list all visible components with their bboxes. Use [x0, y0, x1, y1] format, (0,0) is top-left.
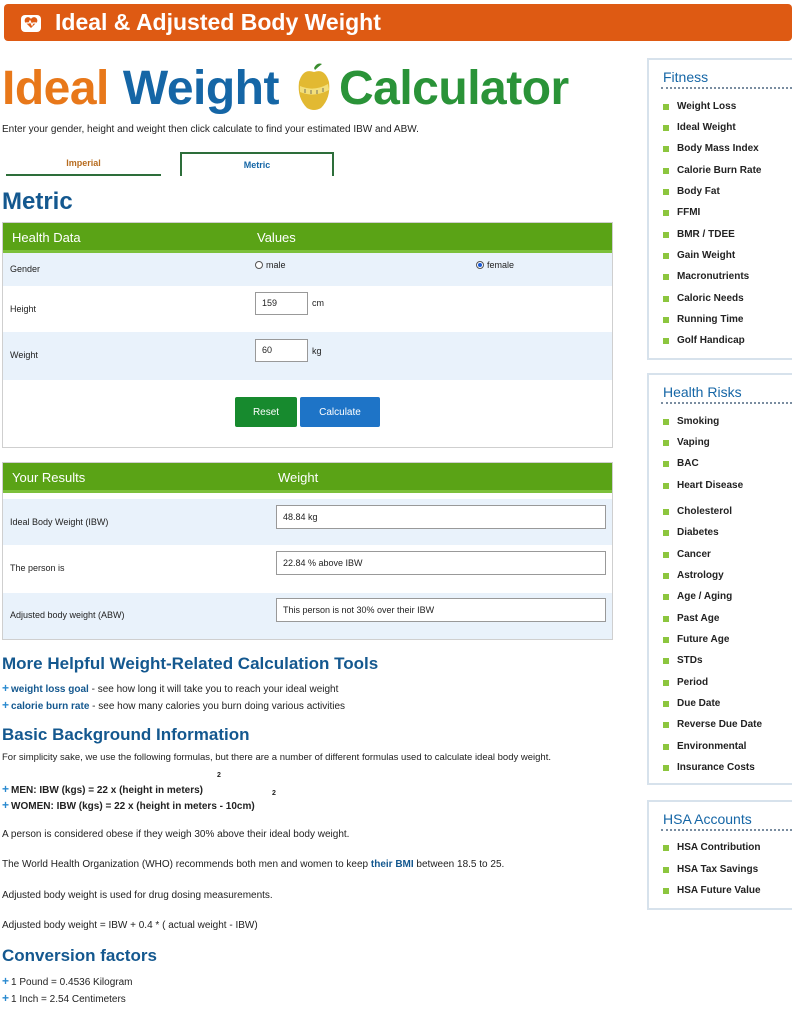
- intro-text: Enter your gender, height and weight then click calculate to find your estimated IBW and ABW.: [2, 124, 419, 135]
- calculate-button[interactable]: Calculate: [300, 397, 380, 427]
- health-data-form: [2, 222, 613, 448]
- bullet-icon: [663, 125, 669, 131]
- weight-input[interactable]: 60: [255, 339, 308, 362]
- bullet-icon: [663, 274, 669, 280]
- calculator-logo: [2, 58, 622, 118]
- section-title: Metric: [2, 188, 73, 215]
- sidebar-health-risks: [647, 373, 792, 785]
- scale-heart-icon: [19, 11, 43, 35]
- bullet-icon: [663, 594, 669, 600]
- ibw-output: 48.84 kg: [276, 505, 606, 529]
- sidebar-item-hsa-tax-savings[interactable]: [663, 864, 758, 875]
- bullet-icon: [663, 744, 669, 750]
- sidebar-item-running-time[interactable]: [663, 314, 743, 325]
- bullet-icon: [663, 509, 669, 515]
- tool-description: - see how long it will take you to reach your ideal weight: [88, 684, 339, 695]
- plus-icon: +: [2, 798, 10, 812]
- women-exponent: 2: [272, 790, 276, 797]
- weight-unit: kg: [312, 346, 322, 356]
- sidebar-item-diabetes[interactable]: [663, 527, 719, 538]
- sidebar-item-past-age[interactable]: [663, 613, 719, 624]
- sidebar-item-insurance-costs[interactable]: [663, 762, 755, 773]
- sidebar-item-smoking[interactable]: [663, 416, 719, 427]
- sidebar-item-label: HSA Future Value: [677, 885, 761, 896]
- conversion-text: 1 Pound = 0.4536 Kilogram: [11, 977, 133, 988]
- bullet-icon: [663, 888, 669, 894]
- tool-item: [2, 698, 345, 712]
- plus-icon: +: [2, 974, 10, 988]
- bullet-icon: [663, 317, 669, 323]
- abw-formula-text: Adjusted body weight = IBW + 0.4 * ( actual weight - IBW): [2, 920, 258, 931]
- bullet-icon: [663, 483, 669, 489]
- header-banner: [4, 4, 792, 41]
- sidebar-item-label: Astrology: [677, 570, 724, 581]
- bullet-icon: [663, 552, 669, 558]
- female-label: female: [487, 260, 515, 270]
- sidebar-item-reverse-due-date[interactable]: [663, 719, 762, 730]
- header-title: Ideal & Adjusted Body Weight: [55, 9, 381, 35]
- conversion-text: 1 Inch = 2.54 Centimeters: [11, 994, 126, 1005]
- gender-label: Gender: [10, 264, 41, 274]
- plus-icon: +: [2, 782, 10, 796]
- bullet-icon: [663, 210, 669, 216]
- sidebar-item-due-date[interactable]: [663, 698, 720, 709]
- reset-button[interactable]: Reset: [235, 397, 297, 427]
- sidebar-hsa-accounts: [647, 800, 792, 910]
- sidebar-item-label: Heart Disease: [677, 480, 744, 491]
- ibw-label: Ideal Body Weight (IBW): [10, 517, 109, 527]
- sidebar-item-label: Past Age: [677, 613, 720, 624]
- results-panel: [2, 462, 613, 640]
- height-label: Height: [10, 304, 37, 314]
- person-label: The person is: [10, 563, 65, 573]
- weight-label: Weight: [10, 350, 38, 360]
- conversion-title: Conversion factors: [2, 946, 157, 965]
- sidebar-item-caloric-needs[interactable]: [663, 293, 744, 304]
- abw-label: Adjusted body weight (ABW): [10, 610, 125, 620]
- plus-icon: +: [2, 681, 10, 695]
- sidebar-item-label: Period: [677, 677, 709, 688]
- bullet-icon: [663, 296, 669, 302]
- bullet-icon: [663, 616, 669, 622]
- bullet-icon: [663, 867, 669, 873]
- sidebar-item-future-age[interactable]: [663, 634, 729, 645]
- bullet-icon: [663, 637, 669, 643]
- sidebar-item-label: Caloric Needs: [677, 293, 744, 304]
- sidebar-item-label: Weight Loss: [677, 101, 737, 112]
- sidebar-item-label: Smoking: [677, 416, 720, 427]
- sidebar-item-label: Reverse Due Date: [677, 719, 763, 730]
- bullet-icon: [663, 658, 669, 664]
- person-output: 22.84 % above IBW: [276, 551, 606, 575]
- sidebar-item-label: Due Date: [677, 698, 721, 709]
- results-header: [3, 463, 612, 493]
- background-intro: For simplicity sake, we use the following formulas, but there are a number of different formulas used to calculate ideal body weight.: [2, 752, 551, 763]
- calorie-burn-rate-link[interactable]: calorie burn rate: [11, 701, 90, 712]
- who-text-after: between 18.5 to 25.: [413, 859, 505, 870]
- tool-item: [2, 681, 338, 695]
- sidebar-item-label: Gain Weight: [677, 250, 736, 261]
- men-exponent: 2: [217, 772, 221, 779]
- sidebar-item-label: Insurance Costs: [677, 762, 755, 773]
- weight-row: [3, 332, 612, 380]
- sidebar-item-label: Vaping: [677, 437, 710, 448]
- female-radio[interactable]: [476, 260, 514, 270]
- logo-word-calculator: Calculator: [338, 61, 569, 115]
- bullet-icon: [663, 232, 669, 238]
- plus-icon: +: [2, 698, 10, 712]
- bullet-icon: [663, 338, 669, 344]
- sidebar-item-label: FFMI: [677, 207, 701, 218]
- logo-word-ideal: Ideal: [2, 61, 109, 115]
- men-formula: [2, 782, 203, 796]
- who-text: [2, 859, 504, 870]
- sidebar-item-label: Golf Handicap: [677, 335, 745, 346]
- sidebar-item-astrology[interactable]: [663, 570, 724, 581]
- sidebar-item-heart-disease[interactable]: [663, 480, 743, 491]
- tab-metric[interactable]: Metric: [180, 152, 334, 176]
- header-health-data: Health Data: [12, 230, 81, 245]
- apple-tape-measure-icon: [295, 62, 333, 114]
- bullet-icon: [663, 146, 669, 152]
- header-weight: Weight: [278, 470, 319, 485]
- obese-text: A person is considered obese if they weigh 30% above their ideal body weight.: [2, 829, 350, 840]
- sidebar-hsa-title: HSA Accounts: [649, 802, 792, 836]
- sidebar-item-label: Body Fat: [677, 186, 720, 197]
- sidebar-item-gain-weight[interactable]: [663, 250, 735, 261]
- sidebar-fitness: [647, 58, 792, 360]
- sidebar-item-label: Body Mass Index: [677, 143, 759, 154]
- form-header: [3, 223, 612, 253]
- height-input[interactable]: 159: [255, 292, 308, 315]
- bullet-icon: [663, 104, 669, 110]
- abw-use-text: Adjusted body weight is used for drug dosing measurements.: [2, 890, 273, 901]
- sidebar-item-body-mass-index[interactable]: [663, 143, 759, 154]
- bullet-icon: [663, 461, 669, 467]
- conversion-item: [2, 991, 126, 1005]
- bullet-icon: [663, 701, 669, 707]
- bullet-icon: [663, 680, 669, 686]
- sidebar-item-label: HSA Tax Savings: [677, 864, 759, 875]
- unit-tabs: [4, 152, 334, 176]
- male-radio[interactable]: [255, 260, 286, 270]
- abw-row: [3, 593, 612, 639]
- plus-icon: +: [2, 991, 10, 1005]
- sidebar-item-calorie-burn-rate[interactable]: [663, 165, 761, 176]
- sidebar-item-cholesterol[interactable]: [663, 506, 732, 517]
- bullet-icon: [663, 722, 669, 728]
- who-text-before: The World Health Organization (WHO) recommends both men and women to keep: [2, 859, 371, 870]
- men-formula-text: MEN: IBW (kgs) = 22 x (height in meters): [11, 785, 203, 796]
- bullet-icon: [663, 168, 669, 174]
- female-radio-dot[interactable]: [476, 261, 484, 269]
- site-header: [0, 0, 792, 44]
- header-values: Values: [257, 230, 296, 245]
- sidebar-item-label: BAC: [677, 458, 699, 469]
- sidebar-item-ffmi[interactable]: [663, 207, 700, 218]
- sidebar-item-age-aging[interactable]: [663, 591, 732, 602]
- sidebar-item-period[interactable]: [663, 677, 708, 688]
- sidebar-item-stds[interactable]: [663, 655, 703, 666]
- sidebar-item-bmr-tdee[interactable]: [663, 229, 735, 240]
- their-bmi-link[interactable]: their BMI: [370, 859, 414, 870]
- sidebar-item-label: Cancer: [677, 549, 711, 560]
- header-your-results: Your Results: [12, 470, 86, 485]
- background-title: Basic Background Information: [2, 725, 250, 744]
- sidebar-item-ideal-weight[interactable]: [663, 122, 736, 133]
- weight-loss-goal-link[interactable]: weight loss goal: [11, 684, 89, 695]
- sidebar-item-bac[interactable]: [663, 458, 699, 469]
- height-row: [3, 286, 612, 332]
- sidebar-item-label: Cholesterol: [677, 506, 733, 517]
- sidebar-item-label: Calorie Burn Rate: [677, 165, 762, 176]
- bullet-icon: [663, 845, 669, 851]
- bullet-icon: [663, 253, 669, 259]
- tab-imperial[interactable]: Imperial: [6, 152, 161, 176]
- tool-description: - see how many calories you burn doing various activities: [89, 701, 346, 712]
- person-row: [3, 545, 612, 593]
- sidebar-item-label: BMR / TDEE: [677, 229, 735, 240]
- ibw-row: [3, 499, 612, 545]
- sidebar-item-label: Macronutrients: [677, 271, 750, 282]
- sidebar-item-golf-handicap[interactable]: [663, 335, 745, 346]
- sidebar-item-label: Diabetes: [677, 527, 719, 538]
- sidebar-item-weight-loss[interactable]: [663, 101, 736, 112]
- bullet-icon: [663, 573, 669, 579]
- bullet-icon: [663, 440, 669, 446]
- sidebar-item-label: Running Time: [677, 314, 744, 325]
- logo-word-weight: Weight: [122, 61, 279, 115]
- bullet-icon: [663, 419, 669, 425]
- male-radio-dot[interactable]: [255, 261, 263, 269]
- sidebar-health-title: Health Risks: [649, 375, 792, 409]
- sidebar-item-label: Age / Aging: [677, 591, 733, 602]
- sidebar-fitness-title: Fitness: [649, 60, 792, 94]
- sidebar-item-label: HSA Contribution: [677, 842, 761, 853]
- sidebar-item-hsa-future-value[interactable]: [663, 885, 761, 896]
- bullet-icon: [663, 530, 669, 536]
- conversion-item: [2, 974, 133, 988]
- abw-output: This person is not 30% over their IBW: [276, 598, 606, 622]
- male-label: male: [266, 260, 286, 270]
- sidebar-item-body-fat[interactable]: [663, 186, 720, 197]
- sidebar-item-cancer[interactable]: [663, 549, 711, 560]
- sidebar-item-macronutrients[interactable]: [663, 271, 749, 282]
- sidebar-item-environmental[interactable]: [663, 741, 746, 752]
- gender-row: [3, 253, 612, 286]
- women-formula: [2, 798, 255, 812]
- bullet-icon: [663, 189, 669, 195]
- sidebar-item-label: Ideal Weight: [677, 122, 736, 133]
- women-formula-text: WOMEN: IBW (kgs) = 22 x (height in meters - 10cm): [11, 801, 255, 812]
- sidebar-item-vaping[interactable]: [663, 437, 710, 448]
- tools-title: More Helpful Weight-Related Calculation Tools: [2, 654, 379, 673]
- bullet-icon: [663, 765, 669, 771]
- sidebar-item-label: Environmental: [677, 741, 747, 752]
- sidebar-item-label: Future Age: [677, 634, 730, 645]
- sidebar-item-label: STDs: [677, 655, 703, 666]
- height-unit: cm: [312, 298, 324, 308]
- sidebar-item-hsa-contribution[interactable]: [663, 842, 761, 853]
